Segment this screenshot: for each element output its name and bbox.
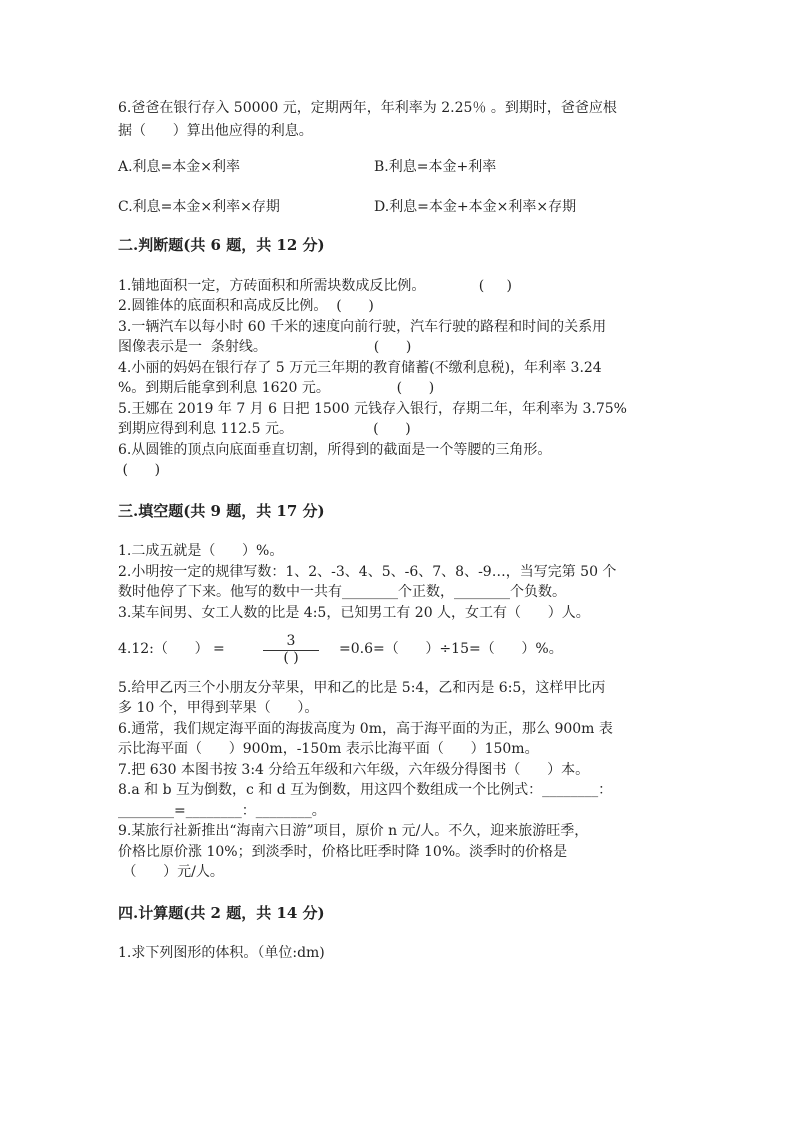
s2-line: 4.小丽的妈妈在银行存了 5 万元三年期的教育储蓄(不缴利息税)，年利率 3.24 [118,360,602,376]
s3-q4-right: =0.6=（ ）÷15=（ ）%。 [339,641,563,657]
q6-option-d: D.利息=本金+本金×利率×存期 [374,199,577,215]
s3-line: 多 10 个，甲得到苹果（ ）。 [118,700,319,716]
s2-line: 6.从圆锥的顶点向底面垂直切割，所得到的截面是一个等腰的三角形。 [118,442,552,458]
section-2-title: 二.判断题(共 6 题，共 12 分) [118,236,325,254]
fraction-denominator: ( ) [283,650,299,666]
s3-line: 5.给甲乙丙三个小朋友分苹果，甲和乙的比是 5:4，乙和丙是 6:5，这样甲比丙 [118,680,606,696]
s2-line: ( ) [118,462,161,478]
s3-line: 8.a 和 b 互为倒数，c 和 d 互为倒数，用这四个数组成一个比例式：________： [118,782,613,798]
fraction-numerator: 3 [286,633,296,649]
s2-line: 3.一辆汽车以每小时 60 千米的速度向前行驶，汽车行驶的路程和时间的关系用 [118,319,607,335]
s2-line: %。到期后能拿到利息 1620 元。 ( ) [118,380,435,396]
s3-line: 6.通常，我们规定海平面的海拔高度为 0m，高于海平面的为正，那么 900m 表 [118,721,613,737]
s3-line: 3.某车间男、女工人数的比是 4:5，已知男工有 20 人，女工有（ ）人。 [118,605,590,621]
q6-option-c: C.利息=本金×利率×存期 [118,199,280,215]
q6-option-b: B.利息=本金+利率 [374,159,497,175]
q6-stem-line-1: 6.爸爸在银行存入 50000 元，定期两年，年利率为 2.25％ 。到期时，爸爸应根 [118,100,617,116]
q6-stem-line-2: 据（ ）算出他应得的利息。 [118,123,313,139]
s3-q4-fraction [263,633,319,667]
s3-q4-left: 4.12:（ ） = [118,641,225,657]
s3-line: 示比海平面（ ）900m，-150m 表示比海平面（ ）150m。 [118,741,539,757]
s3-line: 数时他停了下来。他写的数中一共有________个正数，________个负数。 [118,584,566,600]
s3-line: 9.某旅行社新推出“海南六日游”项目，原价 n 元/人。不久，迎来旅游旺季， [118,823,589,839]
s3-line: 1.二成五就是（ ）%。 [118,543,284,559]
s2-line: 5.王娜在 2019 年 7 月 6 日把 1500 元钱存入银行，存期二年，年利率为 3.75% [118,401,627,417]
s2-line: 1.铺地面积一定，方砖面积和所需块数成反比例。 ( ) [118,278,512,294]
s3-line: ________=________：________。 [118,803,326,819]
q6-option-a: A.利息=本金×利率 [118,159,241,175]
s3-line: 价格比原价涨 10%；到淡季时，价格比旺季时降 10%。淡季时的价格是 [118,844,568,860]
section-3-title: 三.填空题(共 9 题，共 17 分) [118,502,325,520]
s2-line: 到期应得到利息 112.5 元。 ( ) [118,421,411,437]
section-4-title: 四.计算题(共 2 题，共 14 分) [118,904,325,922]
s3-line: （ ）元/人。 [118,864,224,880]
s4-line: 1.求下列图形的体积。（单位:dm) [118,945,325,961]
s2-line: 图像表示是一 条射线。 ( ) [118,339,412,355]
s3-line: 2.小明按一定的规律写数：1、2、-3、4、5、-6、7、8、-9…，当写完第 50 个 [118,564,617,580]
s2-line: 2.圆锥体的底面积和高成反比例。 ( ) [118,298,374,314]
s3-line: 7.把 630 本图书按 3:4 分给五年级和六年级，六年级分得图书（ ）本。 [118,762,590,778]
